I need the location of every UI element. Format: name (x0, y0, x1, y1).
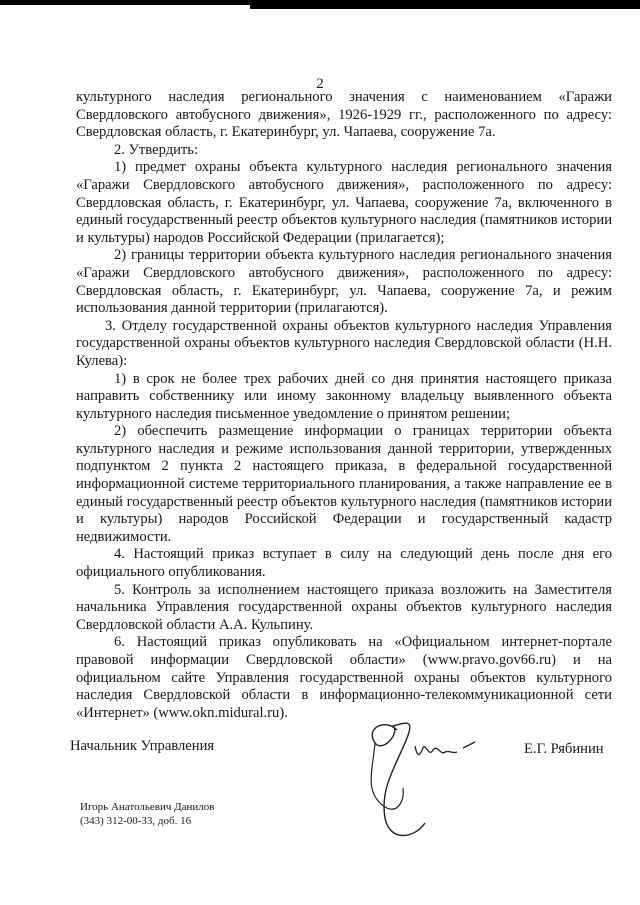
paragraph: 2) обеспечить размещение информации о границах территории объекта культурного наследия и режиме использования данной территории, утвержденных подпунктом 2 пункта 2 настоящего приказа, в федеральной государственной информационной системе территориального планирования, а также направление ее в единый государственный реестр объектов культурного наследия (памятников истории и культуры) народов Российской Федерации и государственный кадастр недвижимости. (76, 423, 612, 545)
executor-info (80, 800, 215, 828)
paragraph: 1) в срок не более трех рабочих дней со дня принятия настоящего приказа направить собственнику или иному законному владельцу выявленного объекта культурного наследия письменное уведомление о принятом решении; (76, 370, 612, 422)
paragraph: 4. Настоящий приказ вступает в силу на следующий день после дня его официального опубликования. (76, 546, 612, 581)
signatory-title: Начальник Управления (70, 738, 215, 754)
paragraph: культурного наследия регионального значения с наименованием «Гаражи Свердловского автобусного движения», 1926-1929 гг., расположенного по адресу: Свердловская область, г. Екатеринбург, ул. Чапаева, сооружение 7а. (76, 89, 612, 141)
paragraph: 1) предмет охраны объекта культурного наследия регионального значения «Гаражи Свердловского автобусного движения», расположенного по адресу: Свердловская область, г. Екатеринбург, ул. Чапаева, сооружение 7а, включенного в единый государственный реестр объектов культурного наследия (памятников истории и культуры) народов Российской Федерации (прилагается); (76, 159, 612, 246)
handwritten-signature (345, 708, 495, 848)
executor-phone: (343) 312-00-33, доб. 16 (80, 815, 192, 827)
paragraph: 3. Отделу государственной охраны объектов культурного наследия Управления государственной охраны объектов культурного наследия Свердловской области (Н.Н. Кулева): (76, 317, 612, 369)
document-body (76, 89, 612, 722)
paragraph: 2. Утвердить: (114, 141, 199, 158)
page-number: 2 (316, 76, 324, 92)
executor-name: Игорь Анатольевич Данилов (80, 801, 215, 813)
paragraph: 5. Контроль за исполнением настоящего приказа возложить на Заместителя начальника Управления государственной охраны объектов культурного наследия Свердловской области А.А. Кульпину. (76, 581, 612, 633)
paragraph: 6. Настоящий приказ опубликовать на «Официальном интернет-портале правовой информации Свердловской области» (www.pravo.gov66.ru) и на официальном сайте Управления государственной охраны объектов культурного наследия Свердловской области в информационно-телекоммуникационной сети «Интернет» (www.okn.midural.ru). (76, 634, 612, 721)
scan-edge (250, 0, 640, 9)
signatory-name: Е.Г. Рябинин (524, 741, 604, 757)
paragraph: 2) границы территории объекта культурного наследия регионального значения «Гаражи Свердловского автобусного движения», расположенного по адресу: Свердловская область, г. Екатеринбург, ул. Чапаева, сооружение 7а, и режим использования данной территории (прилагаются). (76, 247, 612, 317)
